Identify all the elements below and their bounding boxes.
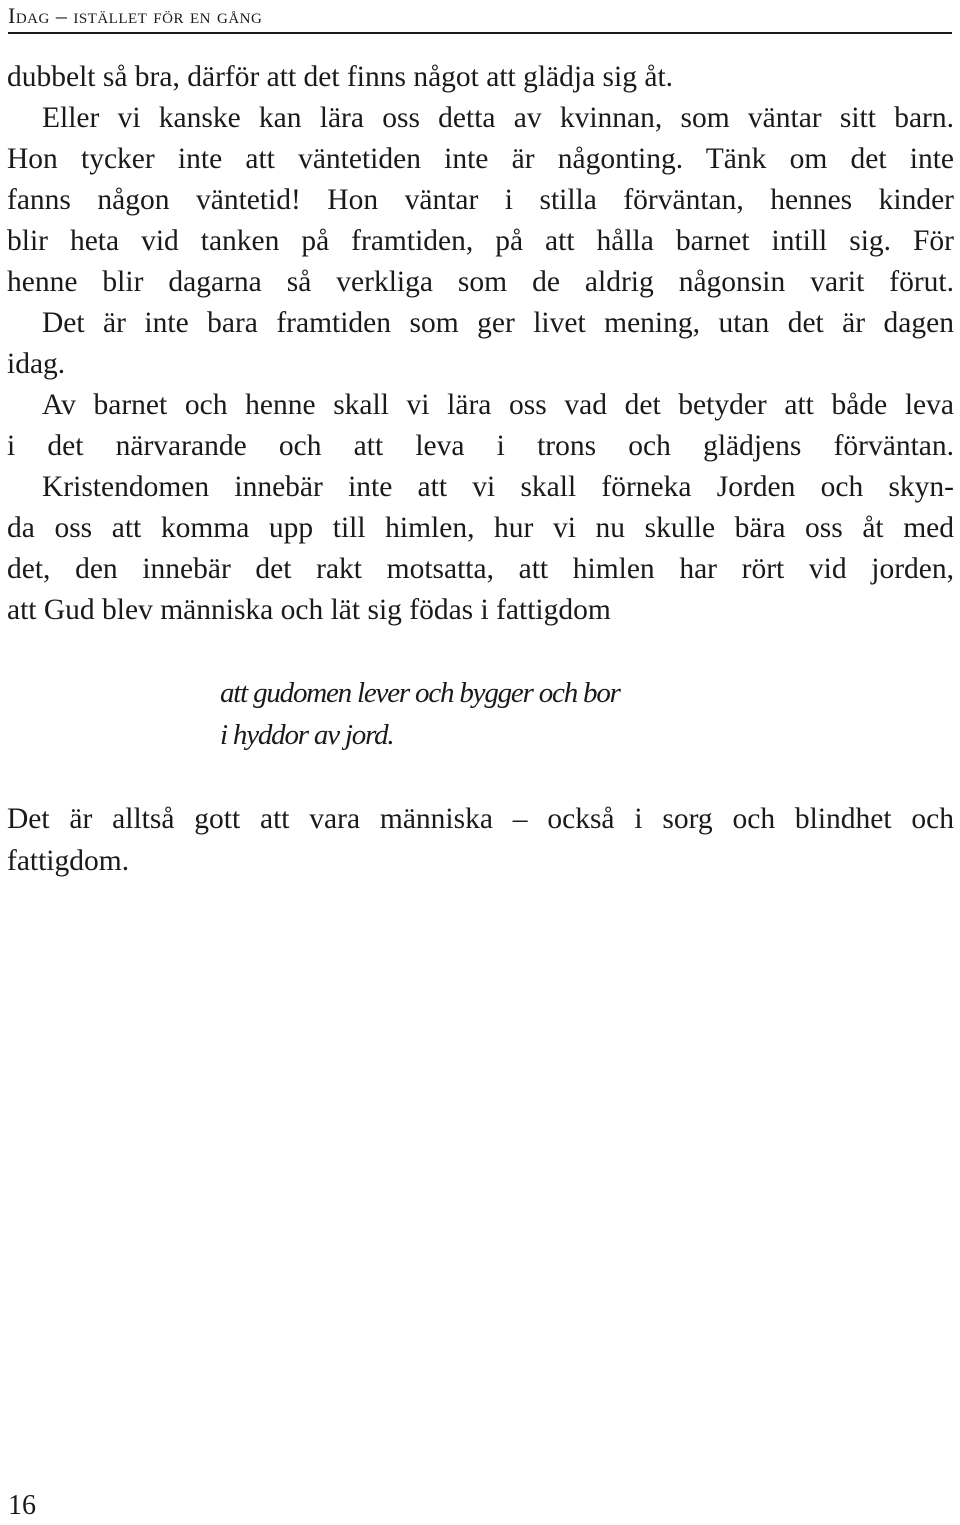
text-line: dubbelt så bra, därför att det finns något att glädja sig åt. (7, 61, 674, 93)
text-line: Kristendomen innebär inte att vi skall förneka Jorden och skyn- (42, 471, 954, 503)
text-line: att Gud blev människa och lät sig födas i fattigdom (7, 594, 611, 626)
body-text (7, 57, 954, 631)
text-line: fattigdom. (7, 845, 130, 877)
running-head-title: Idag – istället för en gång (8, 3, 263, 28)
text-line: idag. (7, 348, 66, 380)
text-line: Eller vi kanske kan lära oss detta av kvinnan, som väntar sitt barn. (42, 102, 954, 134)
running-head (8, 2, 952, 34)
text-line: Av barnet och henne skall vi lära oss vad det betyder att både leva (42, 389, 954, 421)
text-line: i det närvarande och att leva i trons och glädjens förväntan. (7, 430, 954, 462)
page-number: 16 (8, 1490, 36, 1521)
quote-line: i hyddor av jord. (220, 719, 394, 751)
text-line: fanns någon väntetid! Hon väntar i stilla förväntan, hennes kinder (7, 184, 954, 216)
text-line: blir heta vid tanken på framtiden, på att hålla barnet intill sig. För (7, 225, 954, 257)
text-line: det, den innebär det rakt motsatta, att himlen har rört vid jorden, (7, 553, 954, 585)
quote-line: att gudomen lever och bygger och bor (220, 677, 620, 709)
verse-quote (220, 672, 620, 756)
closing-paragraph (7, 798, 954, 882)
text-line: Det är alltså gott att vara människa – också i sorg och blindhet och (7, 803, 954, 835)
text-line: Hon tycker inte att väntetiden inte är någonting. Tänk om det inte (7, 143, 954, 175)
text-line: Det är inte bara framtiden som ger livet mening, utan det är dagen (42, 307, 954, 339)
text-line: da oss att komma upp till himlen, hur vi nu skulle bära oss åt med (7, 512, 954, 544)
text-line: henne blir dagarna så verkliga som de aldrig någonsin varit förut. (7, 266, 954, 298)
